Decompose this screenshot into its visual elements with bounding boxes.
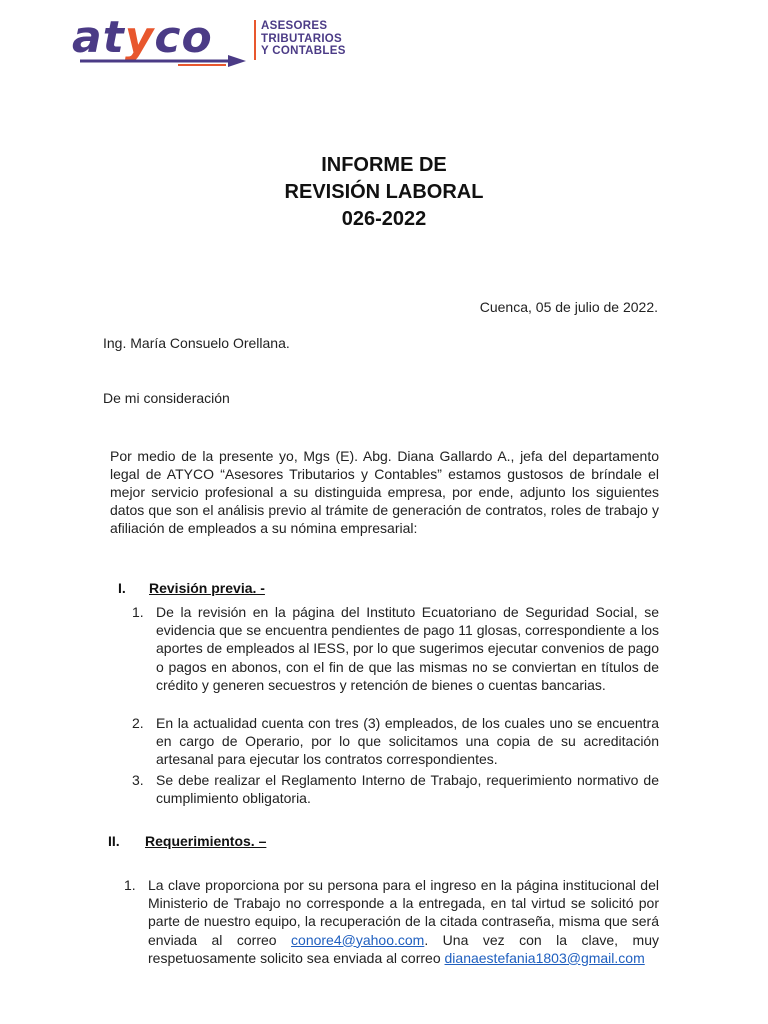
section-title: Requerimientos. – <box>145 833 267 849</box>
greeting: De mi consideración <box>103 390 230 406</box>
logo-wordmark: atyco <box>72 12 213 63</box>
company-logo <box>70 12 360 74</box>
section-title: Revisión previa. - <box>149 580 265 596</box>
section-2-heading <box>108 833 267 849</box>
list-item-text: En la actualidad cuenta con tres (3) empleados, de los cuales uno se encuentra en cargo de Operario, por lo que solicitamos una copia de su acreditación artesanal para ejecutar los contratos correspondientes. <box>156 715 659 768</box>
intro-paragraph: Por medio de la presente yo, Mgs (E). Abg. Diana Gallardo A., jefa del departamento legal de ATYCO “Asesores Tributarios y Contables” estamos gustosos de bríndale el mejor servicio profesional a su distinguida empresa, por ende, adjunto los siguientes datos que son el análisis previo al trámite de generación de contratos, roles de trabajo y afiliación de empleados a su nómina empresarial: <box>110 448 659 536</box>
list-item-text: De la revisión en la página del Instituto Ecuatoriano de Seguridad Social, se evidencia que se encuentra pendientes de pago 11 glosas, correspondiente a los aportes de empleados al IESS, por lo que sugerimos ejecutar convenios de pago o pagos en abonos, con el fin de que las mismas no se conviertan en títulos de crédito y generen secuestros y retención de bienes o cuentas bancarias. <box>156 604 659 693</box>
list-item-text: Se debe realizar el Reglamento Interno de Trabajo, requerimiento normativo de cumplimiento obligatoria. <box>156 772 659 807</box>
logo-swoosh-icon <box>78 54 250 68</box>
title-line-1: INFORME DE <box>321 154 447 176</box>
section-1-heading <box>118 580 265 596</box>
list-item-number: 2. <box>132 715 144 731</box>
email-link-conore4[interactable]: conore4@yahoo.com <box>291 931 425 948</box>
document-date: Cuenca, 05 de julio de 2022. <box>479 299 658 315</box>
logo-divider <box>254 20 256 60</box>
title-line-3: 026-2022 <box>341 208 427 230</box>
logo-tagline: ASESORES TRIBUTARIOS Y CONTABLES <box>261 20 346 57</box>
list-item-number: 1. <box>132 604 144 620</box>
section-number: I. <box>118 580 126 596</box>
list-item-number: 3. <box>132 772 144 788</box>
report-title <box>0 152 768 233</box>
email-link-dianaestefania[interactable]: dianaestefania1803@gmail.com <box>444 949 645 966</box>
list-item-number: 1. <box>124 877 136 893</box>
section-number: II. <box>108 833 120 849</box>
list-item-text: La clave proporciona por su persona para el ingreso en la página institucional del Ministerio de Trabajo no corresponde a la entregada, en tal virtud se solicitó por parte de nuestro equipo, la recuperación de la citada contraseña, misma que será enviada al correo conore4@yahoo.com. Una vez con la clave, muy respetuosamente solicito sea enviada al correo dianaestefania1803@gmail.com <box>148 877 659 966</box>
recipient-name: Ing. María Consuelo Orellana. <box>103 335 290 351</box>
title-line-2: REVISIÓN LABORAL <box>284 181 484 203</box>
